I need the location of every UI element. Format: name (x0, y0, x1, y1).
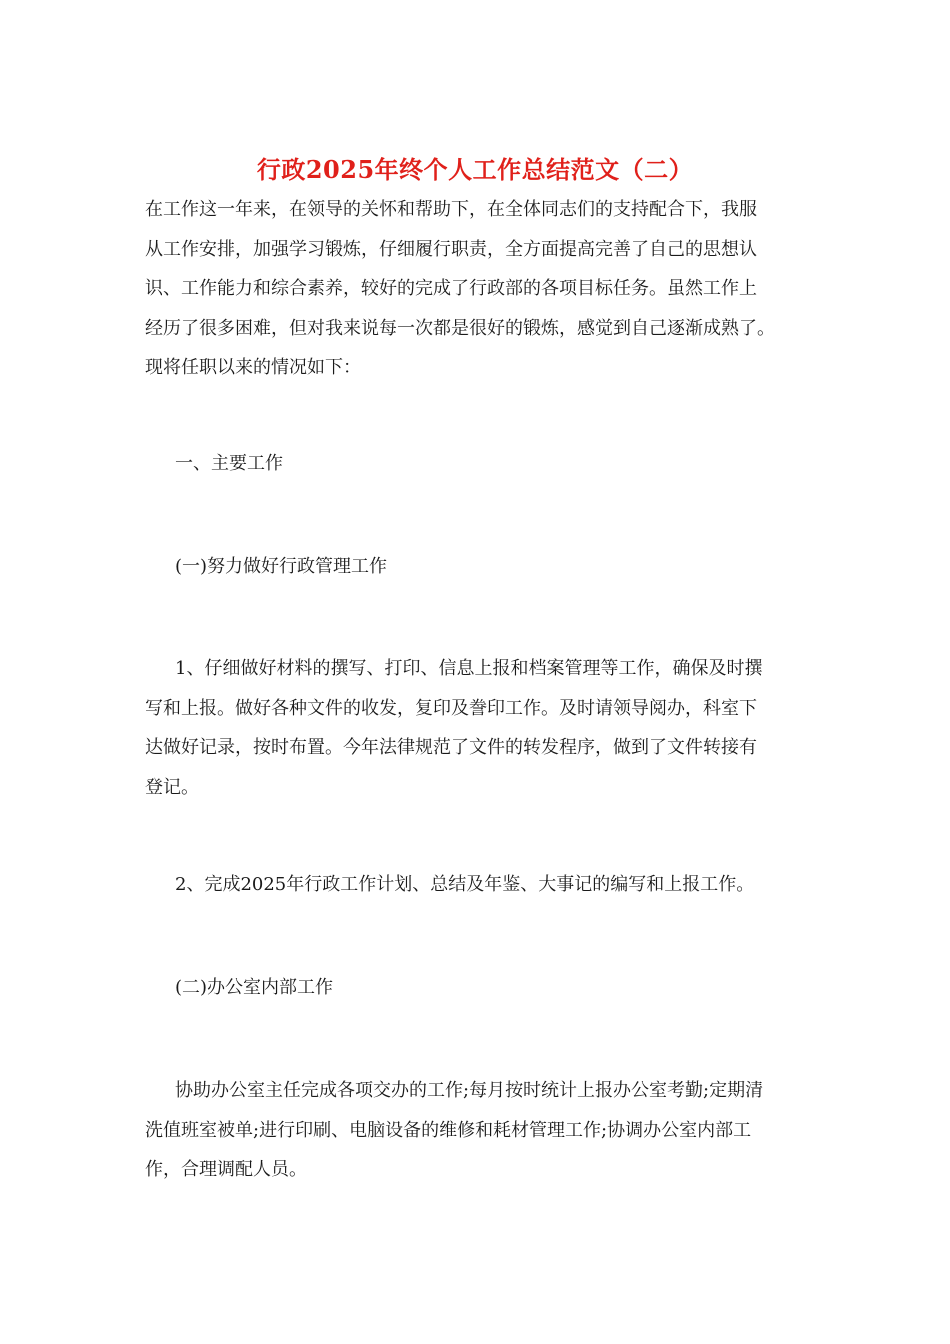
intro-line: 现将任职以来的情况如下： (145, 357, 361, 378)
intro-paragraph (145, 190, 810, 388)
document-title: 行政2025年终个人工作总结范文（二） (256, 155, 694, 184)
item-1-line: 1、仔细做好材料的撰写、打印、信息上报和档案管理等工作，确保及时撰 (175, 658, 763, 679)
office-work-line: 协助办公室主任完成各项交办的工作;每月按时统计上报办公室考勤;定期清 (175, 1080, 764, 1101)
intro-line: 从工作安排，加强学习锻炼，仔细履行职责，全方面提高完善了自己的思想认 (145, 238, 757, 260)
item-1-line: 登记。 (145, 776, 199, 798)
intro-line: 识、工作能力和综合素养，较好的完成了行政部的各项目标任务。虽然工作上 (145, 278, 757, 299)
office-work-paragraph (145, 1071, 810, 1190)
item-1-line: 达做好记录，按时布置。今年法律规范了文件的转发程序，做到了文件转接有 (145, 737, 757, 758)
item-1-line: 写和上报。做好各种文件的收发，复印及誊印工作。及时请领导阅办，科室下 (145, 697, 757, 719)
section-heading-main-work: 一、主要工作 (175, 453, 283, 474)
item-2-paragraph: 2、完成2025年行政工作计划、总结及年鉴、大事记的编写和上报工作。 (175, 874, 755, 895)
intro-line: 在工作这一年来，在领导的关怀和帮助下，在全体同志们的支持配合下，我服 (145, 199, 757, 220)
item-1-paragraph (145, 649, 810, 807)
subsection-heading-office-internal: (二)办公室内部工作 (175, 977, 334, 998)
subsection-heading-admin-management: (一)努力做好行政管理工作 (175, 556, 388, 577)
intro-line: 经历了很多困难，但对我来说每一次都是很好的锻炼，感觉到自己逐渐成熟了。 (145, 317, 775, 339)
office-work-line: 洗值班室被单;进行印刷、电脑设备的维修和耗材管理工作;协调办公室内部工 (145, 1119, 752, 1141)
office-work-line: 作，合理调配人员。 (145, 1159, 307, 1180)
